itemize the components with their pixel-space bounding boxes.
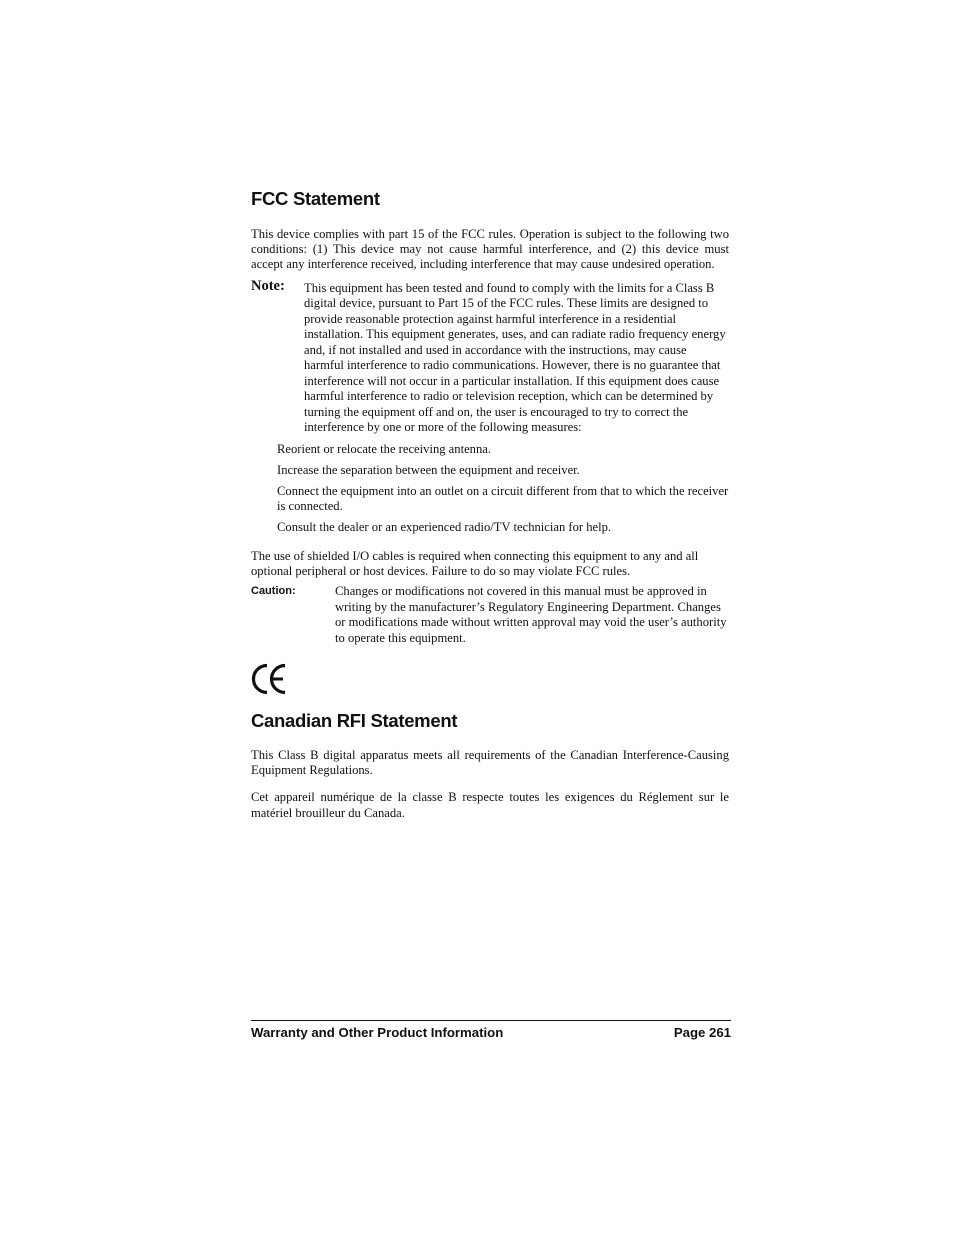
note-label: Note: — [251, 277, 285, 294]
canadian-heading: Canadian RFI Statement — [251, 710, 458, 732]
fcc-caution — [251, 584, 729, 646]
list-item: Consult the dealer or an experienced radio/TV technician for help. — [277, 520, 612, 535]
canadian-english: This Class B digital apparatus meets all requirements of the Canadian Interference-Causing Equipment Regulations. — [251, 748, 729, 778]
canadian-french: Cet appareil numérique de la classe B respecte toutes les exigences du Réglement sur le matériel brouilleur du Canada. — [251, 790, 729, 820]
caution-label: Caution: — [251, 585, 296, 598]
cables-paragraph: The use of shielded I/O cables is required when connecting this equipment to any and all optional peripheral or host devices. Failure to do so may violate FCC rules. — [251, 548, 699, 578]
fcc-note — [251, 277, 729, 436]
page-footer — [251, 1020, 731, 1040]
ce-mark-icon — [251, 662, 291, 696]
fcc-intro: This device complies with part 15 of the FCC rules. Operation is subject to the following two conditions: (1) This device may not cause harmful interference, and (2) this device must accept any interference received, including interference that may cause undesired operation. — [251, 227, 729, 272]
measures-list — [277, 442, 729, 536]
footer-title: Warranty and Other Product Information — [251, 1025, 504, 1040]
fcc-heading: FCC Statement — [251, 188, 380, 209]
page-content — [251, 188, 729, 821]
caution-text: Changes or modifications not covered in this manual must be approved in writing by the manufacturer’s Regulatory Engineering Department. Changes or modifications made without written approval may void the user’s authority to operate this equipment. — [335, 584, 727, 645]
note-text: This equipment has been tested and found to comply with the limits for a Class B digital device, pursuant to Part 15 of the FCC rules. These limits are designed to provide reasonable protection against harmful interference in a residential installation. This equipment generates, uses, and can radiate radio frequency energy and, if not installed and used in accordance with the instructions, may cause harmful interference to radio communications. However, there is no guarantee that interference will not occur in a particular installation. If this equipment does cause harmful interference to radio or television reception, which can be determined by turning the equipment off and on, the user is encouraged to try to correct the interference by one or more of the following measures: — [304, 280, 726, 435]
list-item: Connect the equipment into an outlet on a circuit different from that to which the receiver is connected. — [277, 484, 729, 514]
list-item: Increase the separation between the equipment and receiver. — [277, 462, 580, 477]
page-number: Page 261 — [673, 1025, 731, 1040]
list-item: Reorient or relocate the receiving antenna. — [277, 441, 491, 456]
